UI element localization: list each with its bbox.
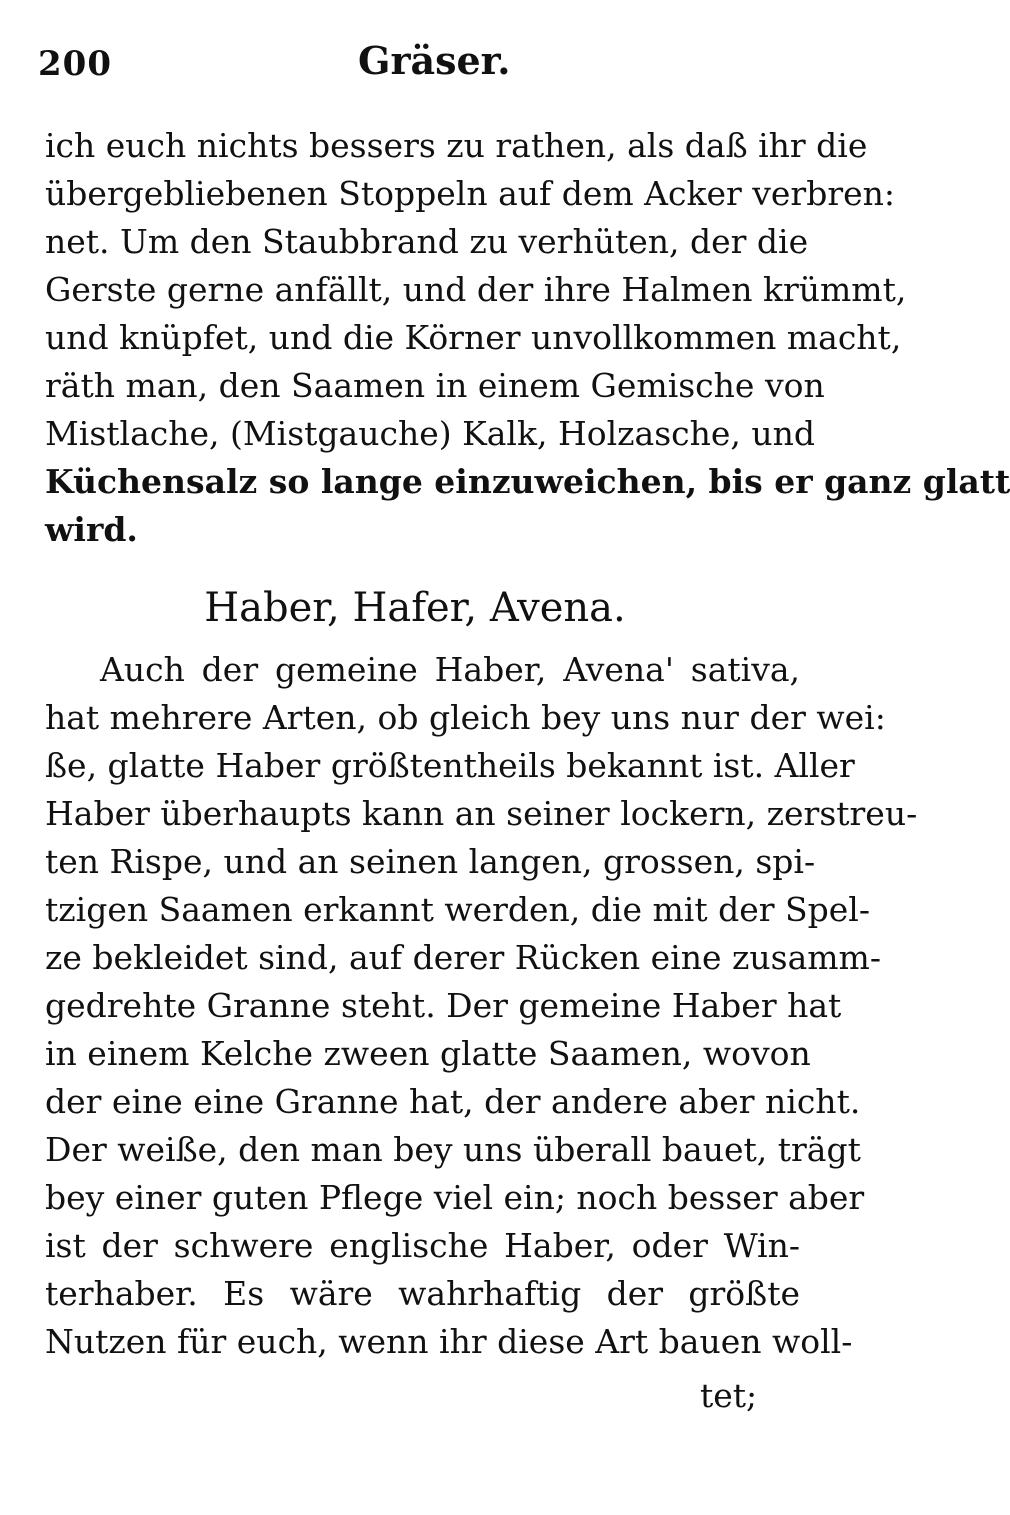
text-line: net. Um den Staubbrand zu verhüten, der die xyxy=(45,222,809,261)
text-line: terhaber. Es wäre wahrhaftig der größte xyxy=(45,1274,800,1313)
text-line: räth man, den Saamen in einem Gemische von xyxy=(45,366,825,405)
text-line: und knüpfet, und die Körner unvollkommen macht, xyxy=(45,318,902,357)
text-line: übergebliebenen Stoppeln auf dem Acker verbren: xyxy=(45,174,896,213)
text-line: ist der schwere englische Haber, oder Win- xyxy=(45,1226,800,1265)
text-line: Nutzen für euch, wenn ihr diese Art bauen woll- xyxy=(45,1322,853,1361)
text-line: ich euch nichts bessers zu rathen, als daß ihr die xyxy=(45,126,868,165)
section-heading: Haber, Hafer, Avena. xyxy=(204,585,626,631)
text-line: Der weiße, den man bey uns überall bauet, trägt xyxy=(45,1130,861,1169)
text-line: Auch der gemeine Haber, Avena' sativa, xyxy=(100,650,800,689)
text-line: ße, glatte Haber größtentheils bekannt ist. Aller xyxy=(45,746,855,785)
text-line: Haber überhaupts kann an seiner lockern, zerstreu- xyxy=(45,794,918,833)
text-line: ten Rispe, und an seinen langen, grossen, spi- xyxy=(45,842,816,881)
text-line: bey einer guten Pflege viel ein; noch besser aber xyxy=(45,1178,865,1217)
catchword: tet; xyxy=(700,1376,758,1415)
text-line: in einem Kelche zween glatte Saamen, wovon xyxy=(45,1034,811,1073)
text-line: gedrehte Granne steht. Der gemeine Haber hat xyxy=(45,986,842,1025)
page-header xyxy=(38,38,798,88)
text-line: Küchensalz so lange einzuweichen, bis er ganz glatt xyxy=(45,462,1010,501)
text-line: tzigen Saamen erkannt werden, die mit der Spel- xyxy=(45,890,870,929)
text-line: ze bekleidet sind, auf derer Rücken eine zusamm- xyxy=(45,938,881,977)
text-line: der eine eine Granne hat, der andere aber nicht. xyxy=(45,1082,861,1121)
text-line: Mistlache, (Mistgauche) Kalk, Holzasche, und xyxy=(45,414,816,453)
running-head: Gräser. xyxy=(358,38,511,83)
text-line: Gerste gerne anfällt, und der ihre Halmen krümmt, xyxy=(45,270,907,309)
page-number: 200 xyxy=(38,44,112,84)
text-line: hat mehrere Arten, ob gleich bey uns nur der wei: xyxy=(45,698,886,737)
text-line: wird. xyxy=(45,510,138,549)
